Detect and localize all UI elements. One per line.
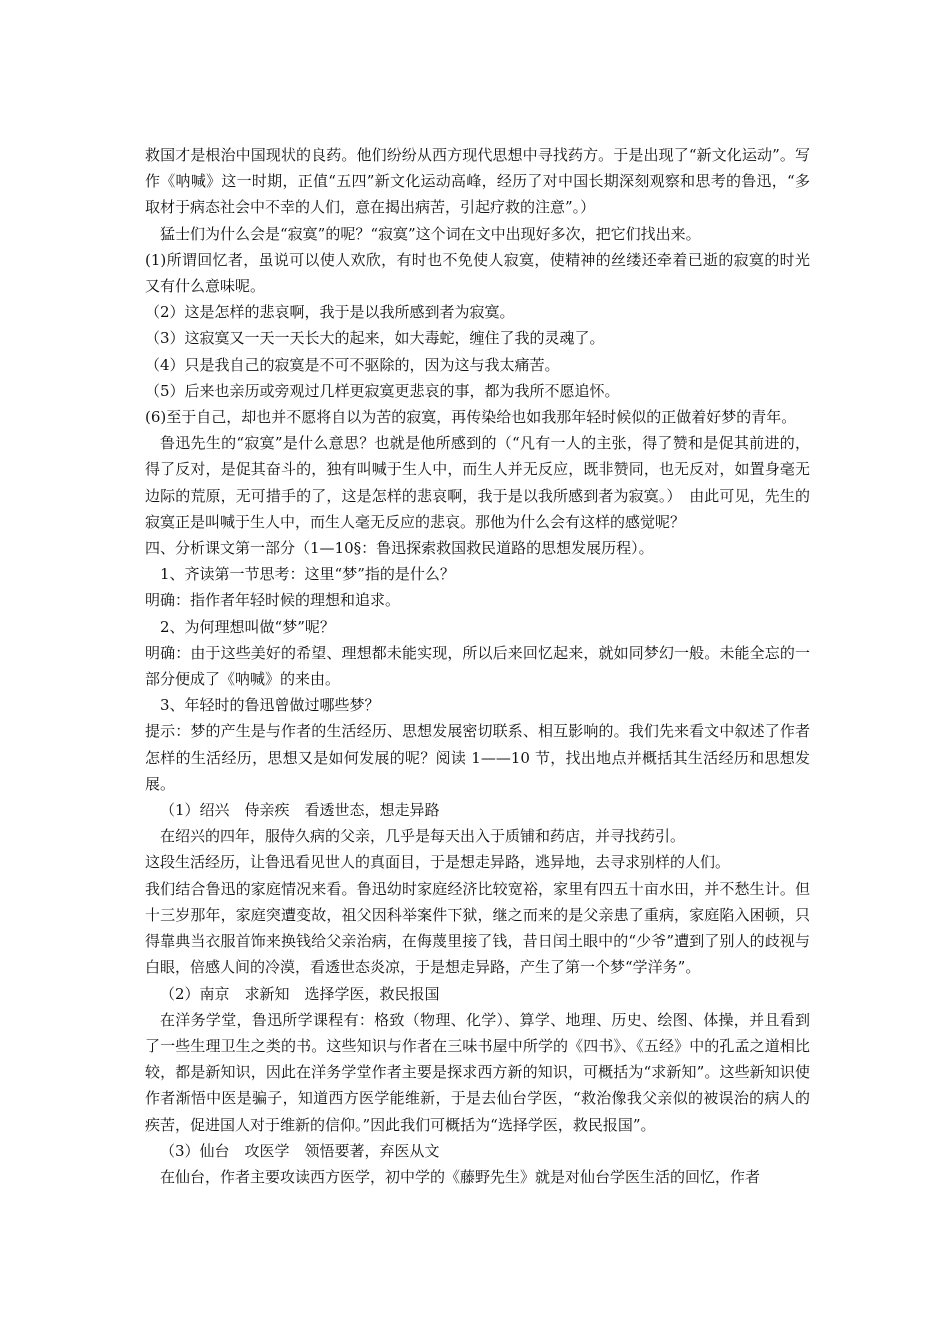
- paragraph-4: （2）这是怎样的悲哀啊，我于是以我所感到者为寂寞。: [145, 303, 515, 322]
- paragraph-7: （5）后来也亲历或旁观过几样更寂寞更悲哀的事，都为我所不愿追怀。: [145, 381, 620, 400]
- paragraph-shaoxing-1: 在绍兴的四年，服侍久病的父亲，几乎是每天出入于质铺和药店，并寻找药引。: [160, 827, 686, 846]
- paragraph-8: (6)至于自己，却也并不愿将自以为苦的寂寞，再传染给也如我那年轻时候似的正做着好梦的青年。: [145, 408, 797, 427]
- paragraph-3: (1)所谓回忆者，虽说可以使人欢欣，有时也不免使人寂寞，使精神的丝缕还牵着已逝的寂寞的时光又有什么意味呢。: [145, 250, 810, 296]
- question-3: 3、年轻时的鲁迅曾做过哪些梦？: [160, 696, 380, 715]
- answer-2: 明确：由于这些美好的希望、理想都未能实现，所以后来回忆起来，就如同梦幻一般。未能全忘的一部分便成了《呐喊》的来由。: [145, 643, 810, 689]
- subheading-sendai: （3）仙台 攻医学 领悟要著，弃医从文: [160, 1141, 440, 1160]
- subheading-nanjing: （2）南京 求新知 选择学医，救民报国: [160, 984, 440, 1003]
- section-heading-4: 四、分析课文第一部分（1—10§：鲁迅探索救国救民道路的思想发展历程）。: [145, 539, 654, 558]
- subheading-shaoxing: （1）绍兴 侍亲疾 看透世态，想走异路: [160, 801, 440, 820]
- document-page: [145, 142, 810, 1190]
- paragraph-shaoxing-2: 这段生活经历，让鲁迅看见世人的真面目，于是想走异路，逃异地，去寻求别样的人们。: [145, 853, 731, 872]
- answer-1: 明确：指作者年轻时候的理想和追求。: [145, 591, 401, 610]
- question-1: 1、齐读第一节思考：这里“梦”指的是什么？: [160, 565, 455, 584]
- question-2: 2、为何理想叫做“梦”呢？: [160, 617, 335, 636]
- paragraph-nanjing: 在洋务学堂，鲁迅所学课程有：格致（物理、化学）、算学、地理、历史、绘图、体操，并且看到了一些生理卫生之类的书。这些知识与作者在三味书屋中所学的《四书》、《五经》中的孔孟之道相比较，都是新知识，因此在洋务学堂作者主要是探求西方新的知识，可概括为“求新知”。这些新知识使作者渐悟中医是骗子，知道西方医学能维新，于是去仙台学医，“救治像我父亲似的被误治的病人的疾苦，促进国人对于维新的信仰。”因此我们可概括为“选择学医，救民报国”。: [145, 1010, 810, 1134]
- paragraph-1: 救国才是根治中国现状的良药。他们纷纷从西方现代思想中寻找药方。于是出现了“新文化运动”。写作《呐喊》这一时期，正值“五四”新文化运动高峰，经历了对中国长期深刻观察和思考的鲁迅，“多取材于病态社会中不幸的人们，意在揭出病苦，引起疗救的注意”。）: [145, 146, 810, 217]
- paragraph-6: （4）只是我自己的寂寞是不可不驱除的，因为这与我太痛苦。: [145, 355, 560, 374]
- paragraph-shaoxing-3: 我们结合鲁迅的家庭情况来看。鲁迅幼时家庭经济比较宽裕，家里有四五十亩水田，并不愁生计。但十三岁那年，家庭突遭变故，祖父因科举案件下狱，继之而来的是父亲患了重病，家庭陷入困顿，只得靠典当衣服首饰来换钱给父亲治病，在侮蔑里接了钱，昔日闰土眼中的“少爷”遭到了别人的歧视与白眼，倍感人间的冷漠，看透世态炎凉，于是想走异路，产生了第一个梦“学洋务”。: [145, 879, 810, 977]
- paragraph-sendai: 在仙台，作者主要攻读西方医学，初中学的《藤野先生》就是对仙台学医生活的回忆，作者: [160, 1167, 761, 1186]
- hint-3: 提示：梦的产生是与作者的生活经历、思想发展密切联系、相互影响的。我们先来看文中叙述了作者怎样的生活经历，思想又是如何发展的呢？阅读 1——10 节，找出地点并概括其生活经历和思想发展。: [145, 722, 810, 793]
- paragraph-2: 猛士们为什么会是“寂寞”的呢？“寂寞”这个词在文中出现好多次，把它们找出来。: [160, 224, 701, 243]
- paragraph-9: 鲁迅先生的“寂寞”是什么意思？也就是他所感到的（“凡有一人的主张，得了赞和是促其前进的，得了反对，是促其奋斗的，独有叫喊于生人中，而生人并无反应，既非赞同，也无反对，如置身毫无边际的荒原，无可措手的了，这是怎样的悲哀啊，我于是以我所感到者为寂寞。） 由此可见，先生的寂寞正是叫喊于生人中，而生人毫无反应的悲哀。那他为什么会有这样的感觉呢？: [145, 434, 810, 531]
- paragraph-5: （3）这寂寞又一天一天长大的起来，如大毒蛇，缠住了我的灵魂了。: [145, 329, 605, 348]
